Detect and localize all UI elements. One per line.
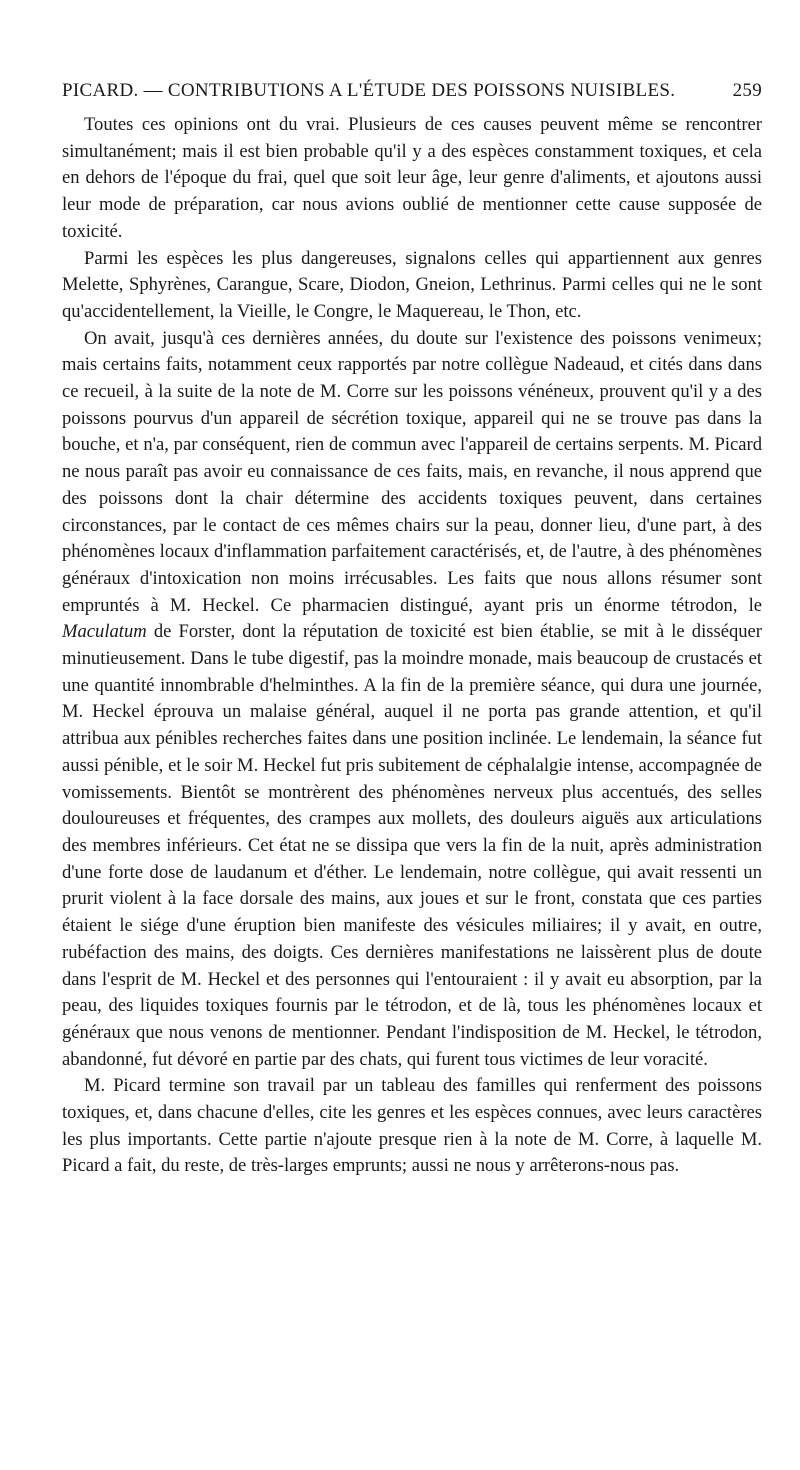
paragraph-venomous-fish xyxy=(62,326,762,1074)
paragraph-text: On avait, jusqu'à ces dernières années, du doute sur l'existence des poissons venimeux; mais certains faits, notamment ceux rapportés par notre collègue Nadeaud, et cités dans dans ce recueil, à la suite de la note de M. Corre sur les poissons vénéneux, prouvent qu'il y a des poissons pourvus d'un appareil de sécrétion toxique, appareil qui ne se trouve pas dans la bouche, et n'a, par conséquent, rien de commun avec l'appareil de certains serpents. M. Picard ne nous paraît pas avoir eu connaissance de ces faits, mais, en revanche, il nous apprend que des poissons dont la chair détermine des accidents toxiques peuvent, dans certaines circonstances, par le contact de ces mêmes chairs sur la peau, donner lieu, d'une part, à des phénomènes locaux d'inflammation parfaitement caractérisés, et, de l'autre, à des phénomènes généraux d'intoxication non moins irrécusables. Les faits que nous allons résumer sont empruntés à M. Heckel. Ce pharmacien distingué, ayant pris un énorme tétrodon, le xyxy=(62,327,762,616)
paragraph-opinions xyxy=(62,112,762,246)
body-text xyxy=(62,112,762,1180)
paragraph-text: Toutes ces opinions ont du vrai. Plusieurs de ces causes peuvent même se rencontrer simultanément; mais il est bien probable qu'il y a des espèces constamment toxiques, et cela en dehors de l'époque du frai, quel que soit leur âge, leur genre d'aliments, et ajoutons aussi leur mode de préparation, car nous avions oublié de mentionner cette cause supposée de toxicité. xyxy=(62,114,762,242)
running-head xyxy=(62,80,762,108)
species-name-italic: Maculatum xyxy=(62,621,147,643)
paragraph-text-continued: de Forster, dont la réputation de toxicité est bien établie, se mit à le disséquer minutieusement. Dans le tube digestif, pas la moindre monade, mais beaucoup de crustacés et une quantité innombrable d'helminthes. A la fin de la première séance, qui dura une journée, M. Heckel éprouva un malaise général, auquel il ne porta pas grande attention, et qu'il attribua aux pénibles recherches faites dans une position inclinée. Le lendemain, la séance fut aussi pénible, et le soir M. Heckel fut pris subitement de céphalalgie intense, accompagnée de vomissements. Bientôt se montrèrent des phénomènes nerveux plus accentués, des selles douloureuses et fréquentes, des crampes aux mollets, des douleurs aiguës aux articulations des membres inférieurs. Cet état ne se dissipa que vers la fin de la nuit, après administration d'une forte dose de laudanum et d'éther. Le lendemain, notre collègue, qui avait ressenti un prurit violent à la face dorsale des mains, aux joues et sur le front, constata que ces parties étaient le siége d'une éruption bien manifeste des vésicules miliaires; il y avait, en outre, rubéfaction des mains, des doigts. Ces dernières manifestations ne laissèrent plus de doute dans l'esprit de M. Heckel et des personnes qui l'entouraient : il y avait eu absorption, par la peau, des liquides toxiques fournis par le tétrodon, et de là, tous les phénomènes locaux et généraux que nous venons de mentionner. Pendant l'indisposition de M. Heckel, le tétrodon, abandonné, fut dévoré en partie par des chats, qui furent tous victimes de leur voracité. xyxy=(62,621,762,1070)
paragraph-text: M. Picard termine son travail par un tableau des familles qui renferment des poissons toxiques, et, dans chacune d'elles, cite les genres et les espèces connues, avec leurs caractères les plus importants. Cette partie n'ajoute presque rien à la note de M. Corre, à laquelle M. Picard a fait, du reste, de très-larges emprunts; aussi ne nous y arrêterons-nous pas. xyxy=(62,1075,762,1177)
paragraph-text: Parmi les espèces les plus dangereuses, signalons celles qui appartiennent aux genres Melette, Sphyrènes, Carangue, Scare, Diodon, Gneion, Lethrinus. Parmi celles qui ne le sont qu'accidentellement, la Vieille, le Congre, le Maquereau, le Thon, etc. xyxy=(62,247,762,322)
page-number: 259 xyxy=(732,80,762,101)
running-head-title: PICARD. — CONTRIBUTIONS A L'ÉTUDE DES POISSONS NUISIBLES. xyxy=(62,80,676,101)
paragraph-dangerous-species xyxy=(62,246,762,326)
paragraph-conclusion xyxy=(62,1073,762,1180)
